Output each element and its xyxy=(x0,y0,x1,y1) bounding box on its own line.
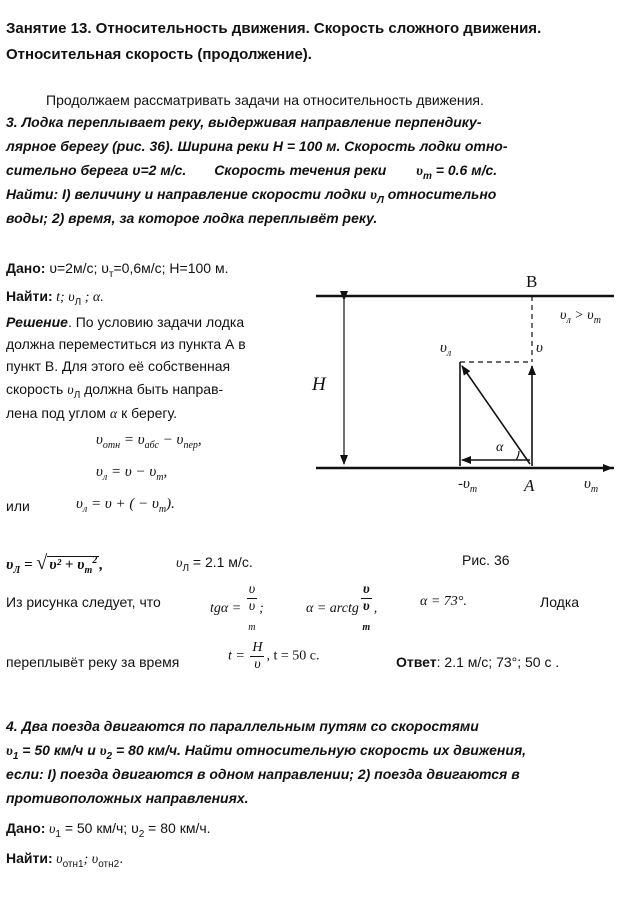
minus-current-label: $-\upsilon_т$ xyxy=(458,476,478,495)
problem4-line3: если: I) поезда двигаются в одном направлении; 2) поезда двигаются в xyxy=(6,766,520,782)
or-label: или xyxy=(6,498,30,514)
problem4-find: Найти: $\upsilon_{отн1}$; $\upsilon_{отн2}$. xyxy=(6,850,124,870)
point-b-label: B xyxy=(526,272,538,291)
problem4-line1: 4. Два поезда двигаются по параллельным путям со скоростями xyxy=(6,718,479,734)
problem3-line1: 3. Лодка переплывает реку, выдерживая направление перпендику- xyxy=(6,114,482,130)
tangent-formula: tgα = υ υ $_т$ ; xyxy=(210,582,264,633)
solution-line5: лена под углом α к берегу. xyxy=(6,405,177,422)
width-h-label: H xyxy=(312,374,326,395)
problem3-line3: сительно берега υ=2 м/с. Скорость течения реки $\upsilon_т = 0.6$ м/с. xyxy=(6,162,498,182)
solution-line2: должна переместиться из пункта А в xyxy=(6,336,246,352)
lesson-title: Занятие 13. Относительность движения. Скорость сложного движения. xyxy=(6,20,542,37)
arctangent-formula: α = arctg υ υ $_т$ , xyxy=(306,582,378,633)
intro-text: Продолжаем рассматривать задачи на относительность движения. xyxy=(46,92,484,108)
problem3-line4: Найти: I) величину и направление скорости лодки $\upsilon_Л$ относительно xyxy=(6,186,497,206)
problem3-line2: лярное берегу (рис. 36). Ширина реки H = 100 м. Скорость лодки отно- xyxy=(6,138,508,154)
equation-relative: $\upsilon_{отн} = \upsilon_{абс} - \upsilon_{пер}$, xyxy=(96,432,202,451)
boat-word: Лодка xyxy=(540,594,580,610)
problem4-line4: противоположных направлениях. xyxy=(6,790,249,806)
magnitude-value: $\upsilon_Л = 2.1$ м/с. xyxy=(176,554,253,574)
magnitude-formula: $\upsilon_Л$ = √ $\upsilon^2 + \upsilon_т^2$ , xyxy=(6,552,104,576)
given-line: Дано: υ=2м/с; $\upsilon_т=0,6м/с$; H=100 м. xyxy=(6,260,229,280)
solution-line1: Решение. По условию задачи лодка xyxy=(6,314,245,330)
solution-line3: пункт В. Для этого её собственная xyxy=(6,358,231,374)
point-a-label: A xyxy=(524,476,535,495)
current-label: $\upsilon_т$ xyxy=(584,476,599,495)
problem3-line5: воды; 2) время, за которое лодка переплывёт реку. xyxy=(6,210,378,226)
solution-line4: скорость $\upsilon_Л$ должна быть направ- xyxy=(6,381,224,401)
find-line: Найти: t; $\upsilon_Л$ ; α. xyxy=(6,288,104,308)
alpha-value: α = 73°. xyxy=(420,594,467,609)
figure-caption: Рис. 36 xyxy=(462,552,510,568)
angle-arc xyxy=(516,451,519,460)
equation-boat: $\upsilon_л = \upsilon - \upsilon_т$, xyxy=(96,464,168,483)
equation-boat-alt: $\upsilon_л = \upsilon$ + ( − $\upsilon_т$). xyxy=(76,496,175,515)
from-figure-text: Из рисунка следует, что xyxy=(6,594,161,610)
problem4-given: Дано: $\upsilon_1 = 50$ км/ч; $\upsilon_2 = 80$ км/ч. xyxy=(6,820,211,840)
angle-alpha-label: α xyxy=(496,440,504,455)
time-formula: t = $\frac{H}{\upsilon}$ , t = 50 с. xyxy=(228,640,320,672)
condition-label: $\upsilon_л > \upsilon_т$ xyxy=(560,308,601,326)
boat-velocity-label: $\upsilon_л$ xyxy=(440,340,452,359)
problem4-line2: $\upsilon_1 = 50$ км/ч и $\upsilon_2 = 80$ км/ч. Найти относительную скорость их движения, xyxy=(6,742,527,762)
velocity-v-label: υ xyxy=(536,340,543,356)
lesson-subtitle: Относительная скорость (продолжение). xyxy=(6,46,312,63)
crossing-time-text: переплывёт реку за время xyxy=(6,654,180,670)
answer-line: Ответ: 2.1 м/с; 73°; 50 с . xyxy=(396,654,560,670)
